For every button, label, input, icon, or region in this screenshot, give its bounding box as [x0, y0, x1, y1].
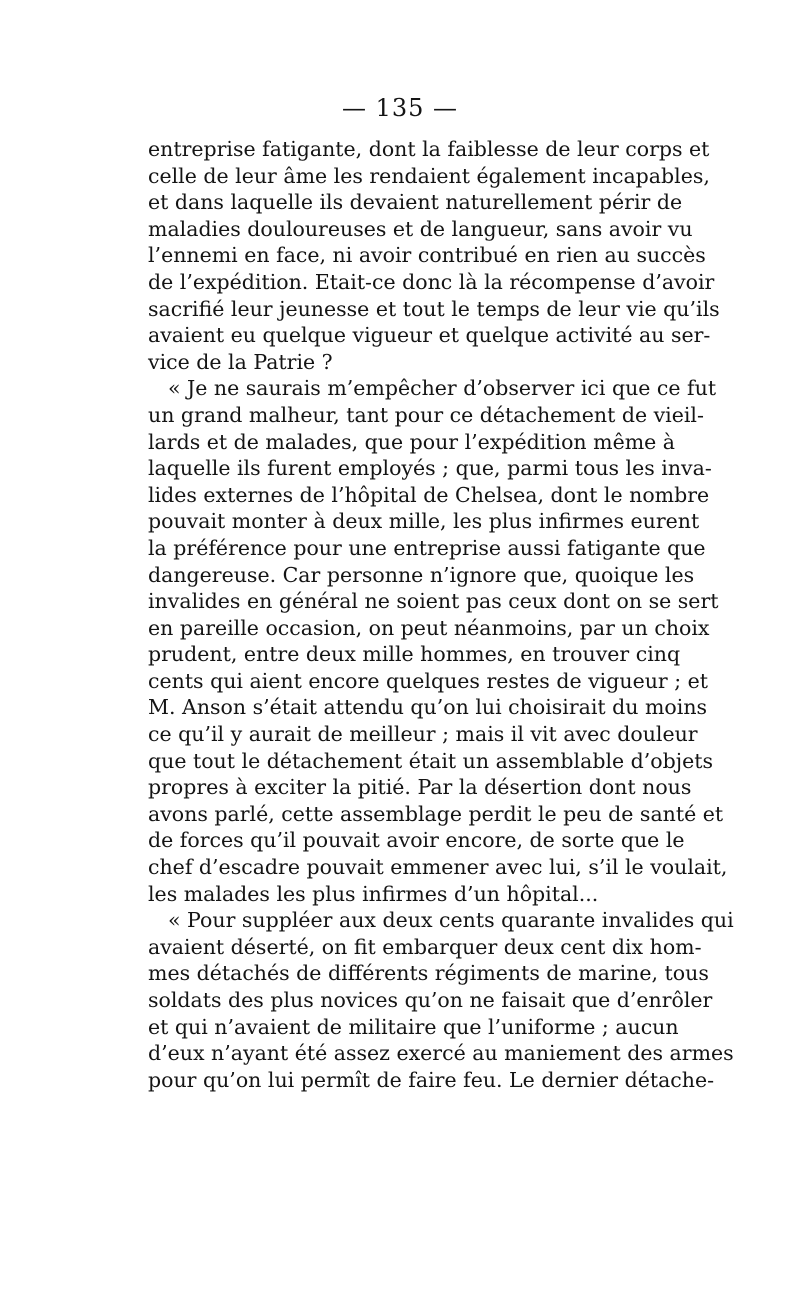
text-line: M. Anson s’était attendu qu’on lui choisirait du moins — [148, 695, 708, 720]
text-line: invalides en général ne soient pas ceux dont on se sert — [148, 589, 719, 614]
body-text — [148, 136, 734, 1093]
text-line: de forces qu’il pouvait avoir encore, de sorte que le — [148, 828, 685, 853]
text-line: maladies douloureuses et de langueur, sans avoir vu — [148, 216, 693, 241]
text-line: et qui n’avaient de militaire que l’uniforme ; aucun — [148, 1014, 679, 1039]
text-line: propres à exciter la pitié. Par la désertion dont nous — [148, 775, 692, 800]
text-line: sacrifié leur jeunesse et tout le temps de leur vie qu’ils — [148, 296, 720, 321]
text-line: en pareille occasion, on peut néanmoins, par un choix — [148, 615, 710, 640]
text-line: soldats des plus novices qu’on ne faisait que d’enrôler — [148, 988, 713, 1012]
text-line: avons parlé, cette assemblage perdit le peu de santé et — [148, 801, 724, 826]
text-line: entreprise fatigante, dont la faiblesse de leur corps et — [148, 137, 710, 161]
text-line: laquelle ils furent employés ; que, parmi tous les inva- — [148, 456, 712, 481]
text-line: cents qui aient encore quelques restes de vigueur ; et — [148, 668, 709, 693]
text-line: que tout le détachement était un assemblable d’objets — [148, 748, 714, 773]
text-line: pouvait monter à deux mille, les plus infirmes eurent — [148, 509, 700, 534]
text-line: mes détachés de différents régiments de marine, tous — [148, 961, 709, 986]
text-line: celle de leur âme les rendaient également incapables, — [148, 163, 710, 188]
text-line: vice de la Patrie ? — [148, 349, 333, 374]
text-line: prudent, entre deux mille hommes, en trouver cinq — [148, 642, 681, 667]
text-line: pour qu’on lui permît de faire feu. Le dernier détache- — [148, 1067, 715, 1092]
text-line: lides externes de l’hôpital de Chelsea, dont le nombre — [148, 482, 710, 507]
text-line: avaient déserté, on fit embarquer deux cent dix hom- — [148, 934, 702, 959]
text-line: et dans laquelle ils devaient naturellement périr de — [148, 190, 683, 215]
text-line: ce qu’il y aurait de meilleur ; mais il vit avec douleur — [148, 722, 698, 747]
text-line: lards et de malades, que pour l’expédition même à — [148, 429, 676, 454]
page-number: — 135 — — [341, 94, 459, 122]
text-line: l’ennemi en face, ni avoir contribué en rien au succès — [148, 243, 706, 268]
text-line: d’eux n’ayant été assez exercé au maniement des armes — [148, 1041, 734, 1066]
text-line: avaient eu quelque vigueur et quelque activité au ser- — [148, 323, 711, 348]
text-line: chef d’escadre pouvait emmener avec lui, s’il le voulait, — [148, 855, 728, 880]
text-line: « Je ne saurais m’empêcher d’observer ici que ce fut — [168, 376, 717, 401]
text-line: la préférence pour une entreprise aussi fatigante que — [148, 535, 706, 560]
text-line: « Pour suppléer aux deux cents quarante invalides qui — [168, 908, 734, 933]
text-line: un grand malheur, tant pour ce détachement de vieil- — [148, 402, 704, 427]
text-line: de l’expédition. Etait-ce donc là la récompense d’avoir — [148, 269, 715, 294]
text-line: les malades les plus infirmes d’un hôpital... — [148, 881, 599, 906]
text-line: dangereuse. Car personne n’ignore que, quoique les — [148, 562, 695, 587]
